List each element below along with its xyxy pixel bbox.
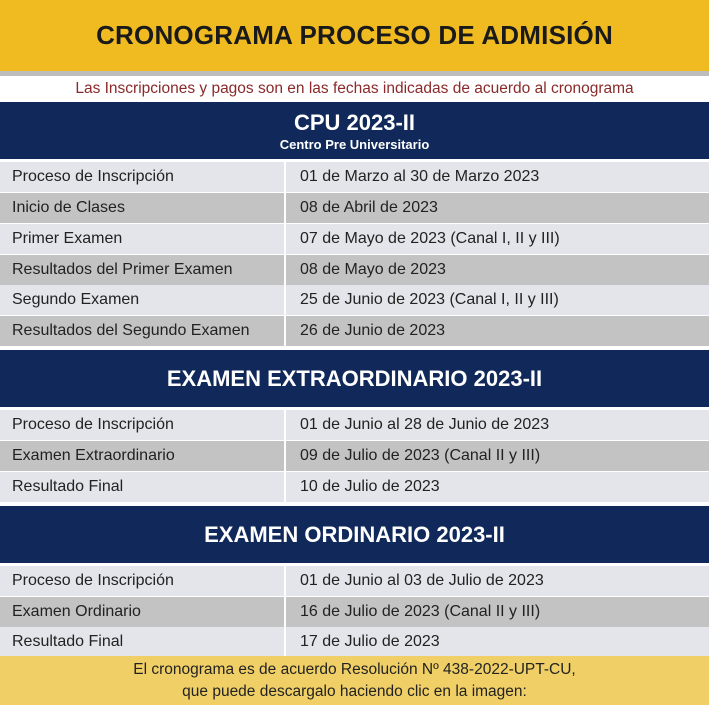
row-label: Examen Extraordinario xyxy=(0,441,284,471)
top-header xyxy=(0,0,709,71)
table-row xyxy=(0,566,709,596)
row-value: 09 de Julio de 2023 (Canal II y III) xyxy=(284,441,709,471)
section-header-extraordinario xyxy=(0,350,709,407)
row-value: 17 de Julio de 2023 xyxy=(284,627,709,657)
row-label: Resultado Final xyxy=(0,472,284,502)
row-value: 07 de Mayo de 2023 (Canal I, II y III) xyxy=(284,224,709,254)
row-value: 10 de Julio de 2023 xyxy=(284,472,709,502)
row-label: Proceso de Inscripción xyxy=(0,410,284,440)
table-row xyxy=(0,472,709,502)
page-title: CRONOGRAMA PROCESO DE ADMISIÓN xyxy=(96,20,613,50)
row-value: 01 de Junio al 28 de Junio de 2023 xyxy=(284,410,709,440)
row-value: 16 de Julio de 2023 (Canal II y III) xyxy=(284,597,709,627)
row-label: Resultados del Primer Examen xyxy=(0,255,284,285)
row-label: Examen Ordinario xyxy=(0,597,284,627)
table-row xyxy=(0,627,709,657)
table-row xyxy=(0,255,709,285)
footer-note[interactable] xyxy=(0,656,709,705)
section-title: EXAMEN ORDINARIO 2023-II xyxy=(204,521,505,547)
row-label: Inicio de Clases xyxy=(0,193,284,223)
section-title: CPU 2023-II xyxy=(293,110,416,135)
table-row xyxy=(0,410,709,440)
table-row xyxy=(0,597,709,627)
section-header-cpu xyxy=(0,102,709,159)
row-value: 25 de Junio de 2023 (Canal I, II y III) xyxy=(284,285,709,315)
footer-line-1: El cronograma es de acuerdo Resolución Nº 438-2022-UPT-CU, xyxy=(133,661,576,678)
row-label: Resultado Final xyxy=(0,627,284,657)
row-label: Proceso de Inscripción xyxy=(0,566,284,596)
table-row xyxy=(0,162,709,192)
row-value: 01 de Marzo al 30 de Marzo 2023 xyxy=(284,162,709,192)
row-value: 08 de Abril de 2023 xyxy=(284,193,709,223)
row-label: Segundo Examen xyxy=(0,285,284,315)
table-row xyxy=(0,285,709,315)
table-row xyxy=(0,224,709,254)
table-row xyxy=(0,316,709,346)
schedule-note: Las Inscripciones y pagos son en las fechas indicadas de acuerdo al cronograma xyxy=(75,80,634,97)
section-header-ordinario xyxy=(0,506,709,563)
row-value: 26 de Junio de 2023 xyxy=(284,316,709,346)
row-label: Primer Examen xyxy=(0,224,284,254)
table-row xyxy=(0,193,709,223)
table-row xyxy=(0,441,709,471)
row-label: Proceso de Inscripción xyxy=(0,162,284,192)
row-value: 01 de Junio al 03 de Julio de 2023 xyxy=(284,566,709,596)
section-subtitle: Centro Pre Universitario xyxy=(279,137,430,152)
footer-line-2: que puede descargalo haciendo clic en la imagen: xyxy=(182,683,527,700)
row-label: Resultados del Segundo Examen xyxy=(0,316,284,346)
row-value: 08 de Mayo de 2023 xyxy=(284,255,709,285)
section-title: EXAMEN EXTRAORDINARIO 2023-II xyxy=(166,365,543,391)
